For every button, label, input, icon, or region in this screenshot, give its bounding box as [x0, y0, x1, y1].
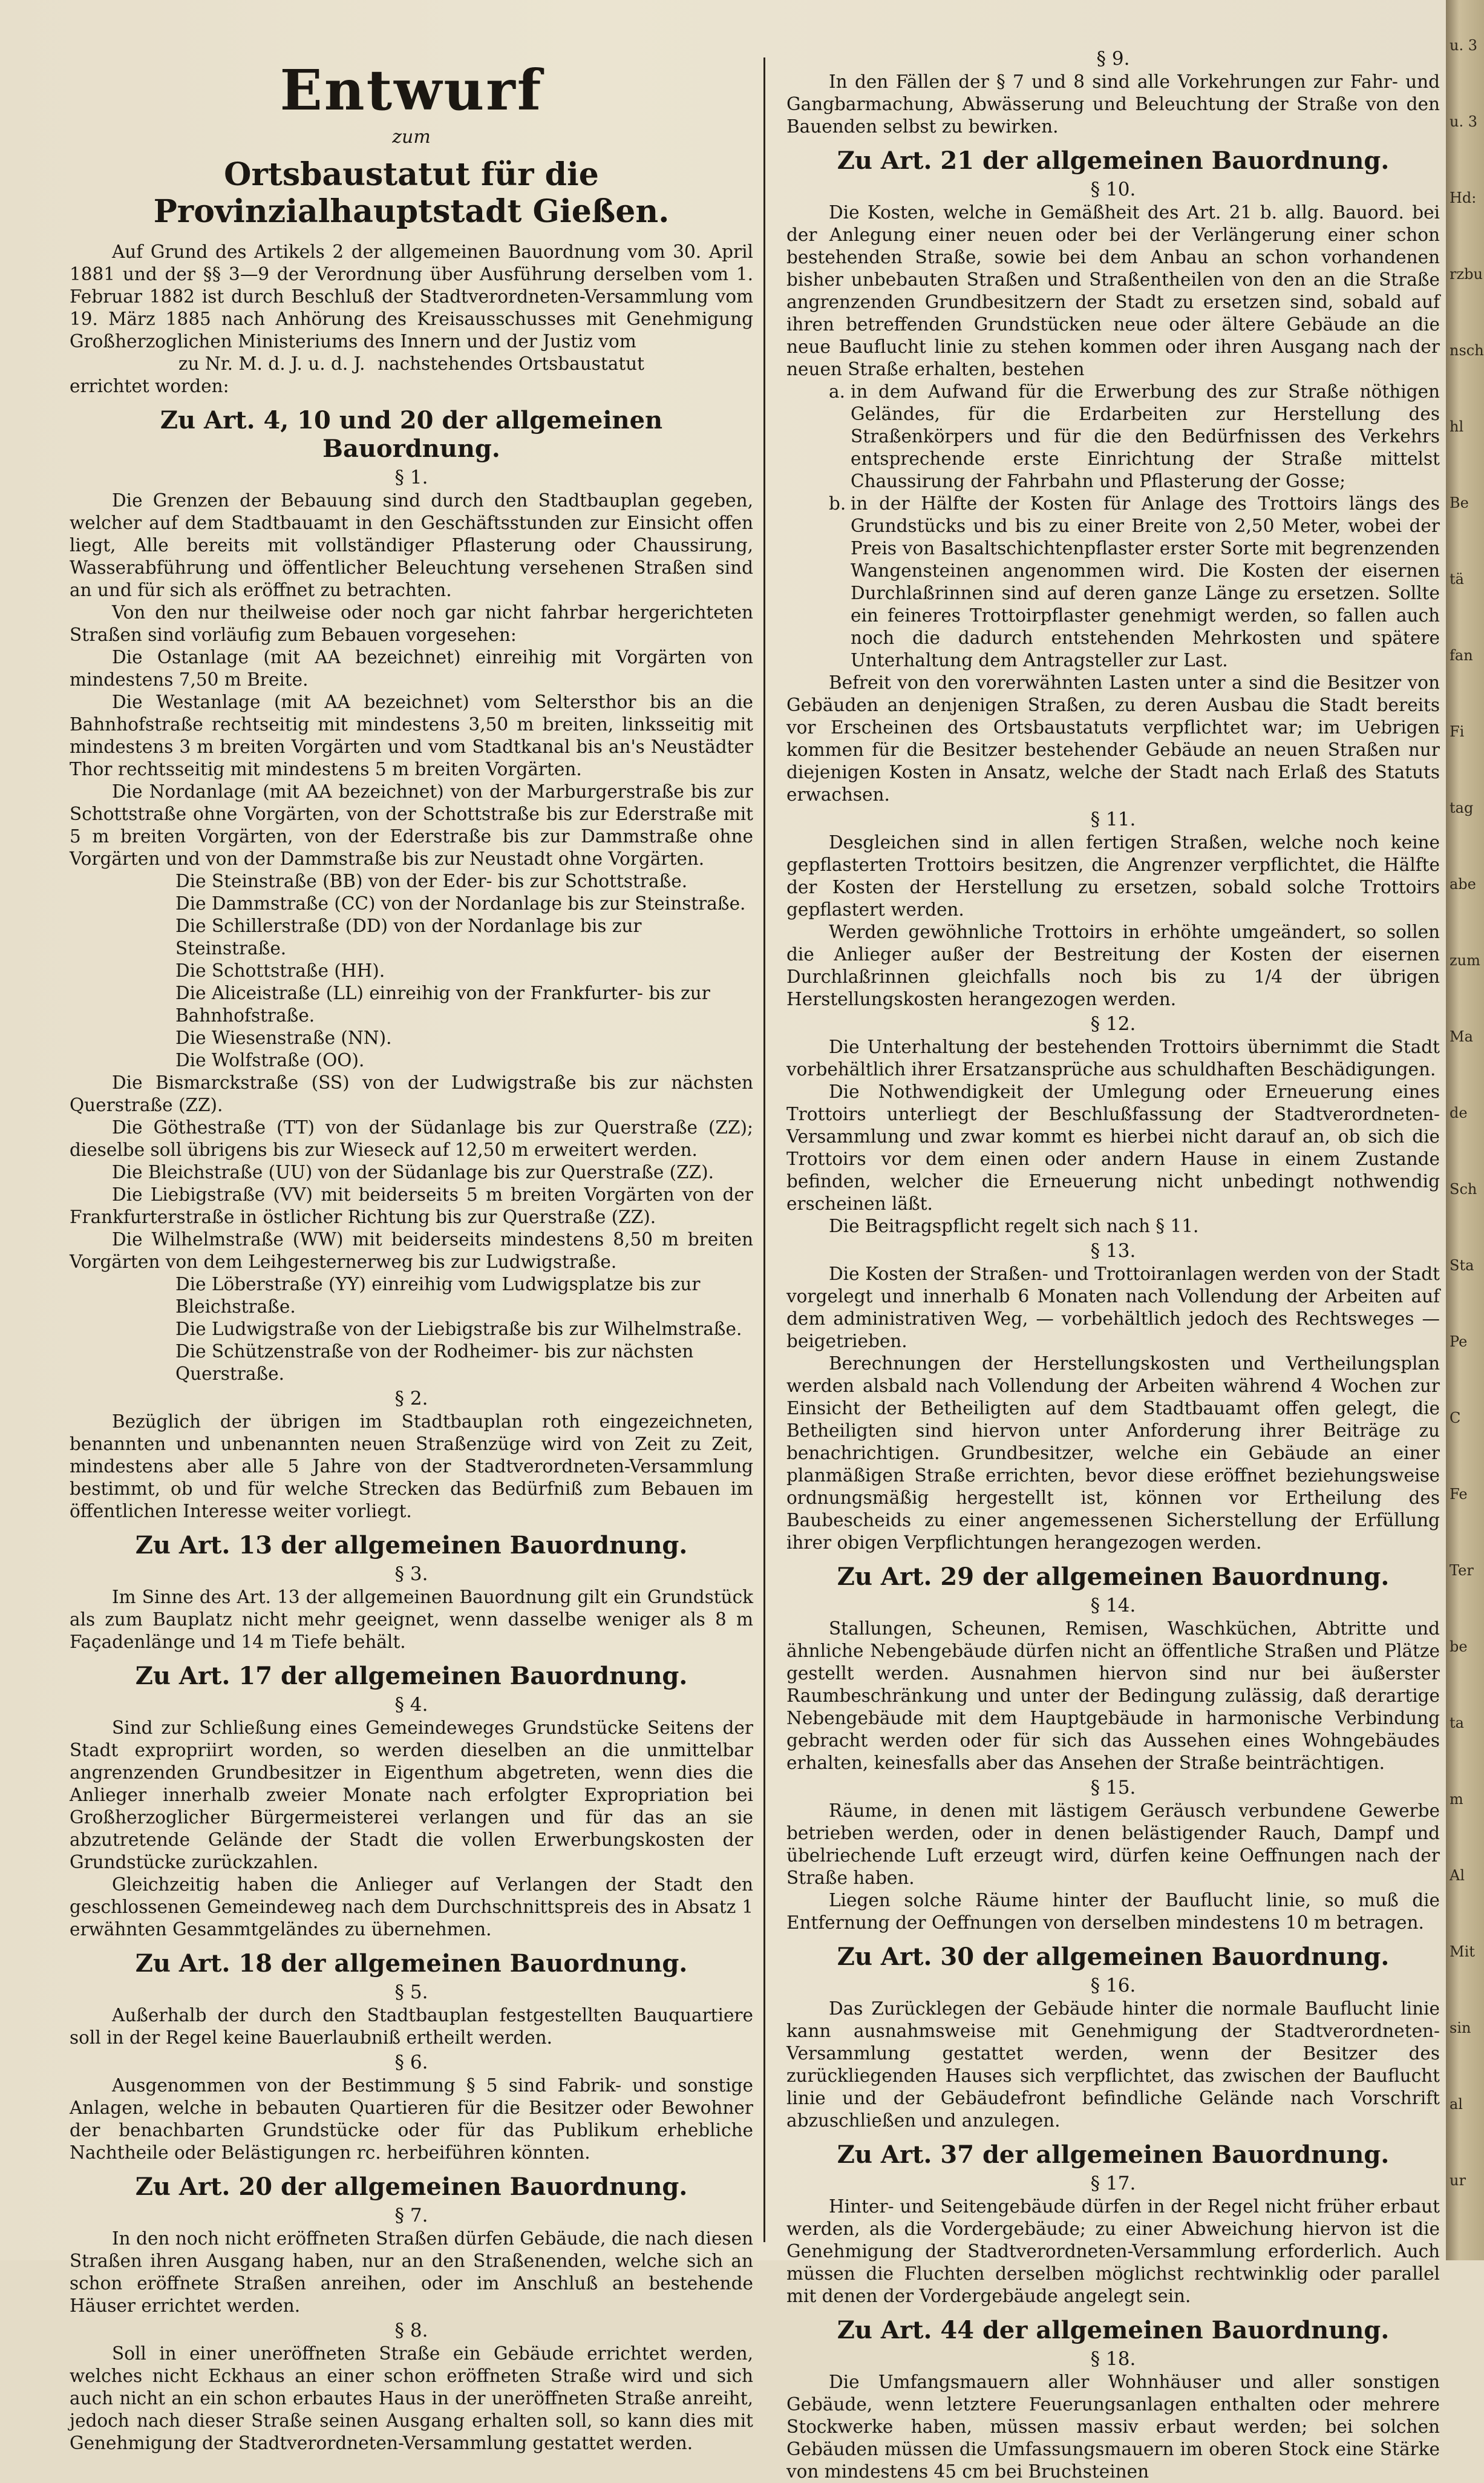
section-heading: Zu Art. 30 der allgemeinen Bauordnung. — [837, 1943, 1390, 1971]
body-paragraph: Außerhalb der durch den Stadtbauplan festgestellten Bauquartiere soll in der Regel keine Bauerlaubniß ertheilt werden. — [70, 2005, 753, 2048]
paragraph-number: § 18. — [1090, 2348, 1136, 2370]
reference-number: zu Nr. M. d. J. u. d. J. — [178, 353, 365, 374]
edge-text-fragment: de — [1450, 1104, 1468, 1121]
body-paragraph: Die Liebigstraße (VV) mit beiderseits 5 m breiten Vorgärten von der Frankfurterstraße in östlicher Richtung bis zur Querstraße (ZZ). — [70, 1184, 753, 1227]
paragraph-number: § 15. — [1090, 1777, 1136, 1799]
street-list-item: Die Schottstraße (HH). — [175, 960, 385, 981]
paragraph-number: § 4. — [394, 1694, 428, 1716]
edge-text-fragment: abe — [1450, 876, 1476, 893]
edge-text-fragment: Fe — [1450, 1486, 1468, 1503]
section-heading: Zu Art. 21 der allgemeinen Bauordnung. — [837, 146, 1390, 175]
body-paragraph: Bezüglich der übrigen im Stadtbauplan roth eingezeichneten, benannten und unbenannten neuen Straßenzüge wird von Zeit zu Zeit, mindestens aber alle 5 Jahre von der Stadtverordneten-Versammlung bestimmt, ob und für welche Strecken das Bedürfniß zum Bebauen im öffentlichen Interesse weiter vorliegt. — [70, 1411, 753, 1521]
body-paragraph: Gleichzeitig haben die Anlieger auf Verlangen der Stadt den geschlossenen Gemeindeweg nach dem Durchschnittspreis des in Absatz 1 erwähnten Gesammtgeländes zu übernehmen. — [70, 1874, 753, 1940]
edge-text-fragment: nsch — [1450, 342, 1484, 359]
cost-item-label: a. — [829, 381, 845, 402]
street-list-item: Die Löberstraße (YY) einreihig vom Ludwigsplatze bis zur Bleichstraße. — [175, 1274, 701, 1317]
body-paragraph: Sind zur Schließung eines Gemeindeweges Grundstücke Seitens der Stadt expropriirt worden, so werden dieselben an die unmittelbar angrenzenden Grundbesitzer in Eigenthum abgetreten, wenn dies die Anlieger innerhalb zweier Monate nach erfolgter Expropriation bei Großherzoglicher Bürgermeisterei verlangen und für das an sie abzutretende Gelände der Stadt die vollen Erwerbungskosten der Grundstücke zurückzahlen. — [70, 1717, 753, 1872]
edge-text-fragment: Ter — [1450, 1562, 1474, 1579]
body-paragraph: Desgleichen sind in allen fertigen Straßen, welche noch keine gepflasterten Trottoirs besitzen, die Angrenzer verpflichtet, die Hälfte der Kosten der Herstellung zu ersetzen, sobald solche Trottoirs gepflastert werden. — [786, 832, 1440, 920]
edge-text-fragment: sin — [1450, 2019, 1471, 2036]
body-paragraph: Die Bleichstraße (UU) von der Südanlage bis zur Querstraße (ZZ). — [112, 1162, 714, 1182]
body-paragraph: Die Göthestraße (TT) von der Südanlage bis zur Querstraße (ZZ); dieselbe soll übrigens bis zur Wieseck auf 12,50 m erweitert werden. — [70, 1117, 753, 1160]
street-list — [70, 1273, 753, 1385]
paragraph-number: § 10. — [1090, 179, 1136, 200]
cost-item-text: in dem Aufwand für die Erwerbung des zur Straße nöthigen Geländes, für die Erdarbeiten zur Herstellung des Straßenkörpers und für die den Bedürfnissen des Verkehrs entsprechende erste Einrichtung der Straße mittelst Chaussirung der Fahrbahn und Pflasterung der Gosse; — [851, 381, 1440, 491]
left-column-body — [70, 241, 753, 2455]
body-paragraph: Hinter- und Seitengebäude dürfen in der Regel nicht früher erbaut werden, als die Vordergebäude; zu einer Abweichung hiervon ist die Genehmigung der Stadtverordneten-Versammlung erforderlich. Auch müssen die Fluchten derselben möglichst rechtwinklig oder parallel mit denen der Vordergebäude angelegt sein. — [786, 2196, 1440, 2306]
paragraph-number: § 12. — [1090, 1013, 1136, 1035]
street-list-item: Die Dammstraße (CC) von der Nordanlage bis zur Steinstraße. — [175, 893, 746, 914]
cost-item — [829, 493, 1440, 672]
paragraph-number: § 2. — [394, 1388, 428, 1409]
right-column — [786, 45, 1440, 2483]
body-paragraph: In den Fällen der § 7 und 8 sind alle Vorkehrungen zur Fahr- und Gangbarmachung, Abwässerung und Beleuchtung der Straße von den Bauenden selbst zu bewirken. — [786, 71, 1440, 137]
edge-text-fragment: Al — [1450, 1867, 1465, 1884]
edge-text-fragment: fan — [1450, 647, 1473, 664]
edge-text-fragment: Hd: — [1450, 189, 1477, 206]
cost-item-list — [786, 381, 1440, 672]
paragraph-number: § 14. — [1090, 1595, 1136, 1616]
body-paragraph: errichtet worden: — [70, 376, 229, 396]
body-paragraph: Die Ostanlage (mit AA bezeichnet) einreihig mit Vorgärten von mindestens 7,50 m Breite. — [70, 647, 753, 690]
edge-text-fragment: Be — [1450, 494, 1469, 511]
section-heading: Zu Art. 18 der allgemeinen Bauordnung. — [135, 1949, 688, 1978]
section-heading: Zu Art. 20 der allgemeinen Bauordnung. — [135, 2173, 688, 2201]
reference-text: nachstehendes Ortsbaustatut — [378, 353, 644, 374]
edge-text-fragment: hl — [1450, 418, 1464, 435]
edge-text-fragment: al — [1450, 2096, 1463, 2113]
edge-text-fragment: zum — [1450, 952, 1480, 969]
adjacent-page-edge — [1446, 0, 1484, 2260]
body-paragraph: Liegen solche Räume hinter der Bauflucht linie, so muß die Entfernung der Oeffnungen von derselben mindestens 10 m betragen. — [786, 1890, 1440, 1933]
street-list-item: Die Steinstraße (BB) von der Eder- bis zur Schottstraße. — [175, 871, 688, 891]
title-connector: zum — [392, 126, 431, 148]
document-subtitle: Ortsbaustatut für die Provinzialhauptstadt Gießen. — [153, 156, 670, 230]
body-paragraph: Werden gewöhnliche Trottoirs in erhöhte umgeändert, so sollen die Anlieger außer der Bestreitung der Kosten der eisernen Durchlaßrinnen gleichfalls noch bis zu 1/4 der übrigen Herstellungskosten herangezogen werden. — [786, 922, 1440, 1009]
edge-text-fragment: C — [1450, 1409, 1461, 1426]
street-list-item: Die Wiesenstraße (NN). — [175, 1028, 392, 1048]
edge-text-fragment: Sta — [1450, 1257, 1474, 1274]
body-paragraph: Von den nur theilweise oder noch gar nicht fahrbar hergerichteten Straßen sind vorläufig zum Bebauen vorgesehen: — [70, 602, 753, 645]
edge-text-fragment: rzbu — [1450, 266, 1483, 283]
body-paragraph: In den noch nicht eröffneten Straßen dürfen Gebäude, die nach diesen Straßen ihren Ausgang haben, nur an den Straßenenden, welche sich an schon eröffnete Straßen anreihen, oder im Anschluß an bestehende Häuser errichtet werden. — [70, 2228, 753, 2316]
body-paragraph: Die Nordanlage (mit AA bezeichnet) von der Marburgerstraße bis zur Schottstraße ohne Vorgärten, von der Schottstraße bis zur Ederstraße mit 5 m breiten Vorgärten, von der Ederstraße bis zur Dammstraße ohne Vorgärten und von der Dammstraße bis zur Neustadt ohne Vorgärten. — [70, 781, 753, 869]
edge-text-fragment: ur — [1450, 2172, 1466, 2189]
edge-text-fragment: u. 3 — [1450, 37, 1477, 54]
edge-text-fragment: tag — [1450, 799, 1474, 816]
body-paragraph: Die Grenzen der Bebauung sind durch den Stadtbauplan gegeben, welcher auf dem Stadtbauamt in den Geschäftsstunden zur Einsicht offen liegt, Alle bereits mit vollständiger Pflasterung oder Chaussirung, Wasserabführung und öffentlicher Beleuchtung versehenen Straßen sind an und für sich als eröffnet zu betrachten. — [70, 490, 753, 600]
body-paragraph: Die Nothwendigkeit der Umlegung oder Erneuerung eines Trottoirs unterliegt der Beschlußfassung der Stadtverordneten-Versammlung und zwar kommt es hierbei nicht darauf an, ob sich die Trottoirs vor dem einen oder andern Hause in einem Zustande befinden, welcher die Erneuerung nicht unbedingt nothwendig erscheinen läßt. — [786, 1081, 1440, 1214]
body-paragraph: Die Westanlage (mit AA bezeichnet) vom Seltersthor bis an die Bahnhofstraße rechtseitig mit mindestens 3,50 m breiten, linksseitig mit mindestens 3 m breiten Vorgärten und vom Stadtkanal bis an's Neustädter Thor rechtsseitig mit mindestens 5 m breiten Vorgärten. — [70, 692, 753, 779]
section-heading: Zu Art. 13 der allgemeinen Bauordnung. — [135, 1531, 688, 1560]
edge-text-fragment: Sch — [1450, 1181, 1477, 1198]
paragraph-number: § 16. — [1090, 1975, 1136, 1996]
paragraph-number: § 8. — [394, 2320, 428, 2341]
street-list — [70, 870, 753, 1072]
body-paragraph: Befreit von den vorerwähnten Lasten unter a sind die Besitzer von Gebäuden an denjenigen Straßen, zu deren Ausbau die Stadt bereits vor Erscheinen des Ortsbaustatuts verpflichtet war; im Uebrigen kommen für die Besitzer bestehender Gebäude an neuen Straßen nur diejenigen Kosten in Ansatz, welche der Stadt nach Erlaß des Statuts erwachsen. — [786, 672, 1440, 805]
left-column — [70, 45, 753, 2455]
edge-text-fragment: m — [1450, 1791, 1463, 1808]
body-paragraph: Die Kosten, welche in Gemäßheit des Art. 21 b. allg. Bauord. bei der Anlegung einer neuen oder bei der Verlängerung einer schon bestehenden Straße, sowie bei dem Anbau an schon vorhandenen bisher unbebauten Straßen und Straßentheilen von den an die Straße angrenzenden Grundbesitzern der Stadt zu ersetzen sind, sobald auf ihren betreffenden Grundstücken neue oder ältere Gebäude an die neue Bauflucht linie zu stehen kommen oder ihren Ausgang nach der neuen Straße erhalten, bestehen — [786, 202, 1440, 379]
body-paragraph: Stallungen, Scheunen, Remisen, Waschküchen, Abtritte und ähnliche Nebengebäude dürfen nicht an öffentliche Straßen und Plätze gestellt werden. Ausnahmen hiervon sind nur bei äußerster Raumbeschränkung und unter der Bedingung zulässig, daß derartige Nebengebäude mit dem Hauptgebäude in harmonische Verbindung gebracht werden oder für sich das Aussehen eines Wohngebäudes erhalten, keinesfalls aber das Ansehen der Straße beinträchtigen. — [786, 1618, 1440, 1773]
street-list-item: Die Wolfstraße (OO). — [175, 1050, 365, 1071]
body-paragraph: Soll in einer uneröffneten Straße ein Gebäude errichtet werden, welches nicht Eckhaus an einer schon eröffneten Straße wird und sich auch nicht an ein schon erbautes Haus in der uneröffneten Straße anreiht, jedoch nach dieser Straße seinen Ausgang erhalten soll, so kann dies mit Genehmigung der Stadtverordneten-Versammlung gestattet werden. — [70, 2343, 753, 2453]
body-paragraph: Im Sinne des Art. 13 der allgemeinen Bauordnung gilt ein Grundstück als zum Bauplatz nicht mehr geeignet, wenn dasselbe weniger als 8 m Façadenlänge und 14 m Tiefe behält. — [70, 1587, 753, 1652]
cost-item-text: in der Hälfte der Kosten für Anlage des Trottoirs längs des Grundstücks und bis zu einer Breite von 2,50 Meter, wobei der Preis von Basaltschichtenpflaster erster Sorte mit begrenzenden Wangensteinen angenommen wird. Die Kosten der eisernen Durchlaßrinnen sind auf deren ganze Länge zu ersetzen. Sollte ein feineres Trottoirpflaster genehmigt werden, so fallen auch noch die dadurch entstehenden Mehrkosten und spätere Unterhaltung dem Antragsteller zur Last. — [851, 493, 1440, 671]
body-paragraph: Die Unterhaltung der bestehenden Trottoirs übernimmt die Stadt vorbehältlich ihrer Ersatzansprüche aus schuldhaften Beschädigungen. — [786, 1037, 1440, 1080]
body-paragraph: Die Beitragspflicht regelt sich nach § 11. — [829, 1216, 1199, 1236]
paragraph-number: § 5. — [394, 1981, 428, 2003]
edge-text-fragment: be — [1450, 1638, 1468, 1655]
document-title: Entwurf — [279, 57, 543, 123]
street-list-item: Die Schillerstraße (DD) von der Nordanlage bis zur Steinstraße. — [175, 916, 642, 959]
section-heading: Zu Art. 4, 10 und 20 der allgemeinen Bauordnung. — [160, 406, 663, 463]
edge-text-fragment: Pe — [1450, 1333, 1468, 1350]
section-heading: Zu Art. 29 der allgemeinen Bauordnung. — [837, 1563, 1390, 1591]
edge-text-fragment: Mit — [1450, 1943, 1475, 1960]
body-paragraph: Auf Grund des Artikels 2 der allgemeinen Bauordnung vom 30. April 1881 und der §§ 3—9 der Verordnung über Ausführung derselben vom 1. Februar 1882 ist durch Beschluß der Stadtverordneten-Versammlung vom 19. März 1885 nach Anhörung des Kreisausschusses mit Genehmigung Großherzoglichen Ministeriums des Innern und der Justiz vom — [70, 241, 753, 352]
column-divider — [763, 57, 765, 2242]
paragraph-number: § 6. — [394, 2052, 428, 2073]
street-list-item: Die Aliceistraße (LL) einreihig von der Frankfurter- bis zur Bahnhofstraße. — [175, 983, 710, 1026]
right-column-body — [786, 48, 1440, 2483]
body-paragraph: Die Kosten der Straßen- und Trottoiranlagen werden von der Stadt vorgelegt und innerhalb 6 Monaten nach Vollendung der Arbeiten auf dem administrativen Weg, — vorbehältlich jedoch des Rechtsweges — beigetrieben. — [786, 1264, 1440, 1351]
cost-item-label: b. — [829, 493, 846, 514]
street-list-item: Die Ludwigstraße von der Liebigstraße bis zur Wilhelmstraße. — [175, 1319, 742, 1339]
body-paragraph: Die Wilhelmstraße (WW) mit beiderseits mindestens 8,50 m breiten Vorgärten von dem Leihgesternerweg bis zur Ludwigstraße. — [70, 1229, 753, 1272]
body-paragraph: Die Bismarckstraße (SS) von der Ludwigstraße bis zur nächsten Querstraße (ZZ). — [70, 1072, 753, 1115]
section-heading: Zu Art. 44 der allgemeinen Bauordnung. — [837, 2316, 1390, 2344]
edge-text-fragment: u. 3 — [1450, 113, 1477, 130]
section-heading: Zu Art. 37 der allgemeinen Bauordnung. — [837, 2140, 1390, 2169]
cost-item — [829, 381, 1440, 493]
edge-text-fragment: ta — [1450, 1714, 1464, 1731]
body-paragraph: Berechnungen der Herstellungskosten und Vertheilungsplan werden alsbald nach Vollendung der Arbeiten während 4 Wochen zur Einsicht der Betheiligten auf dem Stadtbauamt offen gelegt, die Betheiligten sind hiervon unter Anforderung ihrer Beiträge zu benachrichtigen. Grundbesitzer, welche ein Gebäude an einer planmäßigen Straße errichten, bevor diese eröffnet beziehungsweise ordnungsmäßig hergestellt ist, können vor Ertheilung des Baubescheids zu einer angemessenen Sicherstellung der Erfüllung ihrer obigen Verpflichtungen herangezogen werden. — [786, 1353, 1440, 1553]
body-paragraph: Ausgenommen von der Bestimmung § 5 sind Fabrik- und sonstige Anlagen, welche in bebauten Quartieren für die Besitzer oder Bewohner der benachbarten Grundstücke oder für das Publikum erhebliche Nachtheile oder Belästigungen rc. herbeiführen könnten. — [70, 2075, 753, 2163]
edge-text-fragment: Ma — [1450, 1028, 1473, 1045]
body-paragraph: Die Umfangsmauern aller Wohnhäuser und aller sonstigen Gebäude, wenn letztere Feuerungsanlagen enthalten oder mehrere Stockwerke haben, müssen massiv erbaut werden; bei solchen Gebäuden müssen die Umfassungsmauern im oberen Stock eine Stärke von mindestens 45 cm bei Bruchsteinen — [786, 2372, 1440, 2482]
paragraph-number: § 7. — [394, 2205, 428, 2226]
paragraph-number: § 17. — [1090, 2173, 1136, 2194]
edge-text-fragment: tä — [1450, 571, 1464, 588]
paragraph-number: § 13. — [1090, 1240, 1136, 1262]
body-paragraph: Räume, in denen mit lästigem Geräusch verbundene Gewerbe betrieben werden, oder in denen belästigender Rauch, Dampf und übelriechende Luft erzeugt wird, dürfen keine Oeffnungen nach der Straße haben. — [786, 1800, 1440, 1888]
edge-text-fragment: Fi — [1450, 723, 1465, 740]
street-list-item: Die Schützenstraße von der Rodheimer- bis zur nächsten Querstraße. — [175, 1341, 694, 1384]
paragraph-number: § 9. — [1096, 48, 1130, 70]
paragraph-number: § 3. — [394, 1563, 428, 1585]
body-paragraph: Das Zurücklegen der Gebäude hinter die normale Bauflucht linie kann ausnahmsweise mit Genehmigung der Stadtverordneten-Versammlung gestattet werden, wenn der Besitzer des zurückliegenden Hauses sich verpflichtet, das zwischen der Bauflucht linie und der Gebäudefront befindliche Gelände nach Vorschrift abzuschließen und anzulegen. — [786, 1998, 1440, 2131]
section-heading: Zu Art. 17 der allgemeinen Bauordnung. — [135, 1662, 688, 1690]
paragraph-number: § 1. — [394, 467, 428, 488]
ministry-reference — [70, 353, 753, 375]
paragraph-number: § 11. — [1090, 809, 1136, 830]
